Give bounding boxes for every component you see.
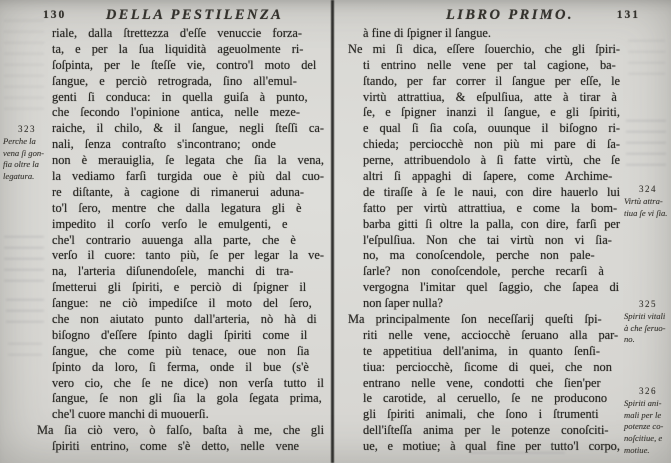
body-line: entrano nelle vene, condotti che ſien'per <box>363 375 601 390</box>
body-line: non ſaper nulla? <box>363 296 443 311</box>
body-line: ſpiriti entrino, come s'è detto, nelle vene <box>52 439 300 454</box>
body-line: tiua: perciocchè, ſicome di quei, che non <box>363 359 612 374</box>
body-line: verſo il cuore: tanto più, ſe per legar la ve- <box>52 248 324 263</box>
body-line: raiche, il chilo, & il ſangue, negli ſteſſi ca- <box>52 121 325 136</box>
margin-note-number: 326 <box>639 386 657 396</box>
body-line: che'l cuore manchi di muouerſi. <box>52 407 209 422</box>
body-line: na, l'arteria diſunendoſele, manchi di tra- <box>52 264 294 279</box>
left-body-text <box>37 26 324 455</box>
margin-note <box>624 184 671 219</box>
margin-note-line: noſcitiue, e <box>624 433 663 444</box>
margin-note-line: motiue. <box>624 444 650 455</box>
body-line: te appetitiua dell'anima, in quanto ſenſi- <box>363 343 600 358</box>
body-line: la vediamo farſi turgida oue è più dal cuo- <box>52 169 324 184</box>
margin-note-line: Perche la <box>3 135 36 146</box>
body-line: fatto per virtù attrattiua, e come la bom- <box>363 200 618 215</box>
margin-note-number: 324 <box>639 184 657 194</box>
body-line: perne, attribuendolo à ſi fatte virtù, che ſe <box>363 153 620 168</box>
margin-note <box>3 124 51 183</box>
body-line: le carotide, al ceruello, ſe ne producono <box>363 391 608 406</box>
left-page-number: 130 <box>43 9 67 21</box>
body-line: chieda; perciocchè non più mi pare di ſa- <box>363 137 621 152</box>
body-line: no, ma conoſcendole, perche non pale- <box>363 248 595 263</box>
body-line: riale, dalla ſtrettezza d'eſſe venuccie forza- <box>52 26 302 40</box>
body-line: ti entrino nelle vene per tal cagione, ba- <box>363 57 616 72</box>
body-line: virtù attrattiua, & eſpulſiua, atte à tirar à <box>363 89 617 104</box>
body-line: che non aiutato punto dall'arteria, nò hà di <box>52 312 317 327</box>
margin-note-line: potenze co- <box>624 421 664 432</box>
margin-note <box>624 299 671 346</box>
body-line: ſtando, per far correr il ſangue per eſſe, le <box>363 73 621 88</box>
margin-note-line: legatura. <box>3 171 35 182</box>
body-line: ſpinto da loro, ſi ferma, onde il bue (s'è <box>52 359 309 374</box>
body-line: vero cio, che ſe ne dice) non verſa tutto il <box>52 375 324 390</box>
body-line: ſangue, e perciò retrograda, ſino all'emul- <box>52 73 297 88</box>
margin-note-line: no. <box>624 334 635 345</box>
body-line: l'eſpulſiua. Non che tai virtù non vi ſia- <box>363 232 612 247</box>
right-running-title: LIBRO PRIMO. <box>446 7 574 23</box>
body-line: ta, e per la ſua liquidità ageuolmente ri- <box>52 41 304 56</box>
margin-note-line: tiua ſe vi ſia. <box>624 207 668 218</box>
show-through-mark <box>626 120 666 172</box>
body-line: ſangue, ſe non gli ſia la gola ſegata prima, <box>52 391 322 406</box>
body-line: ue, e motiue; à qual fine per tutto'l corpo, <box>363 439 620 454</box>
body-line: gli ſpiriti animali, che ſono i ſtrumenti <box>363 407 599 422</box>
body-line: to'l ſero, mentre che dalla legatura gli è <box>52 200 302 215</box>
margin-note-line: vena ſi gon- <box>3 147 45 158</box>
body-line: vergogna l'imitar quel ſaggio, che ſapea di <box>363 280 620 295</box>
margin-note-line: à che ſeruo- <box>624 322 666 333</box>
body-line: altri ſi appaghi di ſapere, come Archime- <box>363 169 613 184</box>
body-line: e qual ſi ſia coſa, ouunque il biſogno ri- <box>363 121 621 136</box>
body-line: ſmetterui gli ſpiriti, e perciò di ſpigner il <box>52 280 307 295</box>
margin-note-line: Virtù attra- <box>624 195 663 206</box>
body-line: à fine di ſpigner il ſangue. <box>363 26 491 40</box>
margin-note-number: 323 <box>18 124 36 134</box>
body-line: ſangue, che come più tenace, oue non ſia <box>52 343 310 358</box>
body-line: Ne mi ſi dica, eſſere ſouerchio, che gli ſpiri- <box>348 41 621 56</box>
left-page-header <box>37 7 324 27</box>
body-line: ſangue: ne ciò impediſce il moto del ſero, <box>52 296 312 311</box>
page-gutter-rule <box>331 0 334 463</box>
margin-note <box>624 386 671 457</box>
body-line: riti nelle vene, acciocchè ſeruano alla par- <box>363 327 619 342</box>
body-line: ſe, e ſpigner inanzi il ſangue, e gli ſpiriti, <box>363 105 620 120</box>
margin-note-number: 325 <box>639 299 657 309</box>
body-line: re diſtante, à cagione di rimanerui aduna- <box>52 184 305 199</box>
body-line: nali, ſenza contraſto s'incontrano; onde <box>52 137 276 152</box>
body-line: che'l contrario auuenga alla parte, che è <box>52 232 296 247</box>
margin-note-line: mali per le <box>624 409 662 420</box>
body-line: ſoſpinta, per le ſteſſe vie, contro'l moto del <box>52 57 317 72</box>
body-line: Ma principalmente ſon neceſſarij queſti ſpi- <box>348 312 602 327</box>
left-running-title: DELLA PESTILENZA <box>105 7 284 23</box>
margin-note-line: Spiriti ani- <box>624 397 662 408</box>
right-page-number: 131 <box>616 9 640 21</box>
margin-note-line: fia oltre la <box>3 159 39 170</box>
body-line: impedito il corſo verſo le emulgenti, e <box>52 216 288 231</box>
body-line: dell'iſteſſa anima per le potenze conoſciti- <box>363 423 609 438</box>
margin-note-line: Spiriti vitali <box>624 310 666 321</box>
right-page-header <box>348 7 638 27</box>
body-line: biſogno d'eſſere ſpinto dagli ſpiriti come il <box>52 327 308 342</box>
body-line: Ma ſia ciò vero, ò falſo, baſta à me, che gli <box>37 423 325 438</box>
show-through-mark <box>628 40 665 84</box>
right-body-text <box>348 26 620 455</box>
body-line: ſarle? non conoſcendole, perche recarſi à <box>363 264 604 279</box>
body-line: che ſecondo l'opinione antica, nelle meze- <box>52 105 300 120</box>
body-line: de tiraſſe à ſe le naui, con dire hauerlo lui <box>363 184 621 199</box>
body-line: non è merauiglia, ſe legata che ſia la vena, <box>52 153 324 168</box>
body-line: barba gitti ſi oltre la palla, con dire, farſi per <box>363 216 621 231</box>
body-line: genti ſi conduca: in quella guiſa à punto, <box>52 89 308 104</box>
